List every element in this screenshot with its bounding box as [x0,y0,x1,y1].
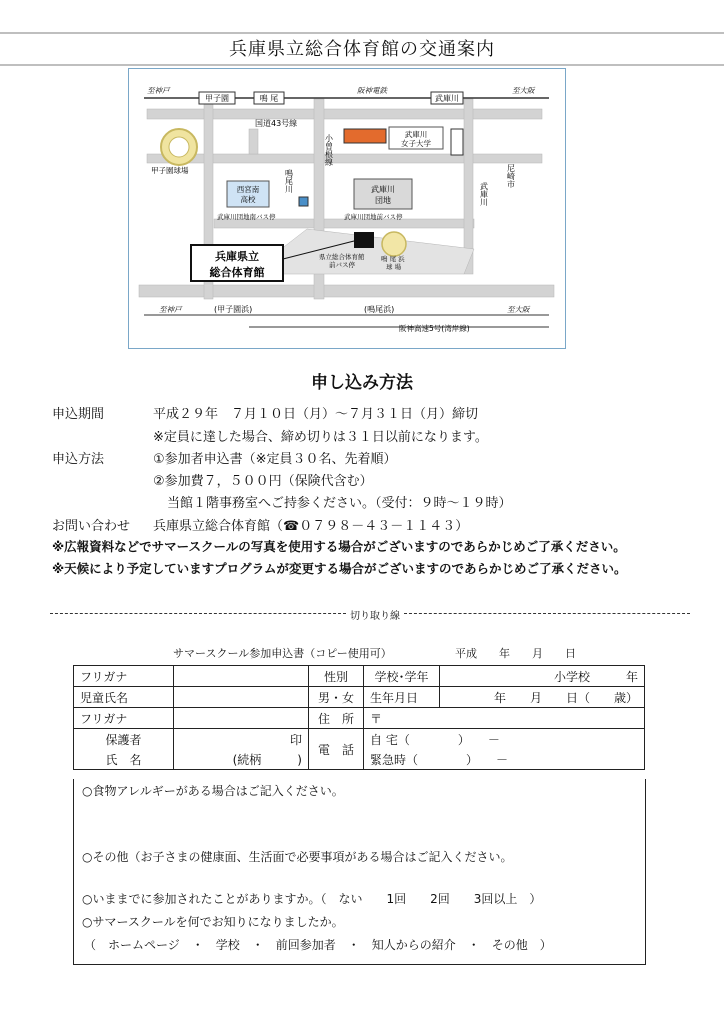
title-rule-top [0,32,724,34]
label-bus-right: 武庫川団地前バス停 [344,213,403,221]
station-naruo-label: 鳴 尾 [259,94,279,103]
title-band [0,32,724,66]
label-hs-line2: 高校 [240,195,256,204]
station-koshien-label: 甲子園 [205,94,229,103]
furigana2-label: フリガナ [74,708,174,729]
question-other[interactable]: ○その他（お子さまの健康面、生活面で必要事項がある場合はご記入ください。 [82,850,513,864]
label-bottom-kobe: 至神戸 [159,305,182,314]
koshien-stadium-inner [169,137,189,157]
label-hs-line1: 西宮南 [236,185,260,194]
source-options[interactable]: （ ホームページ ・ 学校 ・ 前回参加者 ・ 知人からの紹介 ・ その他 ） [84,938,552,952]
address-input[interactable]: 〒 [364,708,645,729]
form-heading: サマースクール参加申込書（コピー使用可） [173,647,392,660]
label-mukogawa-river: 武庫川 [479,182,489,206]
method-label: 申込方法 [52,452,105,467]
method-3: 当館１階事務室へご持参ください。（受付：９時～１９時） [167,496,512,511]
form-row-child [74,687,645,708]
label-gym-line2: 総合体育館 [209,266,265,279]
label-hanshin-express: 阪神高速5号(湾岸線) [399,324,470,333]
form-row-furigana [74,666,645,687]
furigana2-input[interactable] [174,708,309,729]
label-naruogawa: 鳴尾川 [284,169,294,193]
title-rule-bottom [0,64,724,66]
furigana-label: フリガナ [74,666,174,687]
gym-mark [354,232,374,248]
period-note: ※定員に達した場合、締め切りは３１日以前になります。 [153,430,488,445]
child-name-label: 児童氏名 [74,687,174,708]
label-naruohama-2: 球 場 [386,263,402,271]
cut-line [50,607,690,622]
child-name-input[interactable] [174,687,309,708]
guardian-label: 保護者 [74,729,174,750]
period-value: 平成２９年 ７月１０日（月）～７月３１日（月）締切 [153,407,479,422]
map-graphic [129,69,565,348]
furigana-input[interactable] [174,666,309,687]
question-past-participation[interactable]: ○いままでに参加されたことがありますか。（ ない 1回 2回 3回以上 ） [82,892,542,906]
label-amagasaki: 尼崎市 [506,164,516,188]
apply-heading: 申し込み方法 [311,373,413,393]
label-gym-bus2: 前バス停 [329,261,355,269]
label-koshienhama: (甲子園浜) [214,305,253,314]
road-bottom [139,285,554,297]
gender-label: 性別 [309,666,364,687]
phone-home[interactable]: 自 宅（ ） － [364,729,645,750]
questions-box [73,779,646,965]
label-kosone: 小曽根線 [324,134,334,166]
label-univ-line2: 女子大学 [401,139,431,148]
label-kokudo43: 国道43号線 [255,119,298,128]
hs-blue-mark [299,197,308,206]
birthdate-label: 生年月日 [364,687,440,708]
label-danchi-line2: 団地 [375,196,391,205]
cut-line-label: 切り取り線 [348,607,402,622]
notice-photo: ※広報資料などでサマースクールの写真を使用する場合がございますのであらかじめご了承ください。 [52,539,626,554]
relation-field[interactable]: (続柄 ) [174,749,309,770]
label-koshien-stadium: 甲子園球場 [151,166,189,175]
seal-mark[interactable]: 印 [174,729,309,750]
station-mukogawa-label: 武庫川 [435,94,459,103]
label-bottom-osaka: 至大阪 [507,305,530,314]
gender-options[interactable]: 男・女 [309,687,364,708]
address-label: 住 所 [309,708,364,729]
label-top-osaka: 至大阪 [512,86,535,95]
period-label: 申込期間 [52,407,105,422]
naruohama-stadium-mark [382,232,406,256]
method-2: ②参加費７，５００円（保険代含む） [153,474,373,489]
mukogawa-univ-mark [344,129,386,143]
cut-dash-right [404,613,690,614]
school-input[interactable]: 小学校 年 [440,666,645,687]
form-row-furigana2 [74,708,645,729]
univ-side-building [451,129,463,155]
page-title: 兵庫県立総合体育館の交通案内 [229,39,495,60]
label-danchi-line1: 武庫川 [371,185,395,194]
label-gym-bus1: 県立総合体育館 [319,253,365,261]
label-gym-line1: 兵庫県立 [215,250,259,263]
road-v4 [249,129,258,154]
form-row-guardian [74,729,645,750]
label-univ-line1: 武庫川 [404,130,428,139]
school-label: 学校･学年 [364,666,440,687]
question-source: ○サマースクールを何でお知りになりましたか。 [82,915,344,929]
contact-value: 兵庫県立総合体育館（☎０７９８－４３－１１４３） [153,519,469,534]
notice-weather: ※天候により予定していますプログラムが変更する場合がございますのであらかじめご了承ください。 [52,561,627,576]
label-bus-left: 武庫川団地南バス停 [217,213,276,221]
label-naruohama-road: (鳴尾浜) [364,305,395,314]
form-date[interactable]: 平成 年 月 日 [455,647,576,660]
access-map [128,68,566,349]
cut-dash-left [50,613,346,614]
label-top-kobe: 至神戸 [147,86,170,95]
contact-label: お問い合わせ [52,519,131,534]
phone-label: 電 話 [309,729,364,770]
birthdate-input[interactable]: 年 月 日（ 歳） [440,687,645,708]
label-hanshin: 阪神電鉄 [357,86,387,95]
method-1: ①参加者申込書（※定員３０名、先着順） [153,452,397,467]
label-naruohama-1: 鳴 尾 浜 [381,255,405,263]
phone-emergency[interactable]: 緊急時（ ） － [364,749,645,770]
question-allergy[interactable]: ○食物アレルギーがある場合はご記入ください。 [82,784,344,798]
application-form [73,665,645,770]
guardian-name-label: 氏 名 [74,749,174,770]
